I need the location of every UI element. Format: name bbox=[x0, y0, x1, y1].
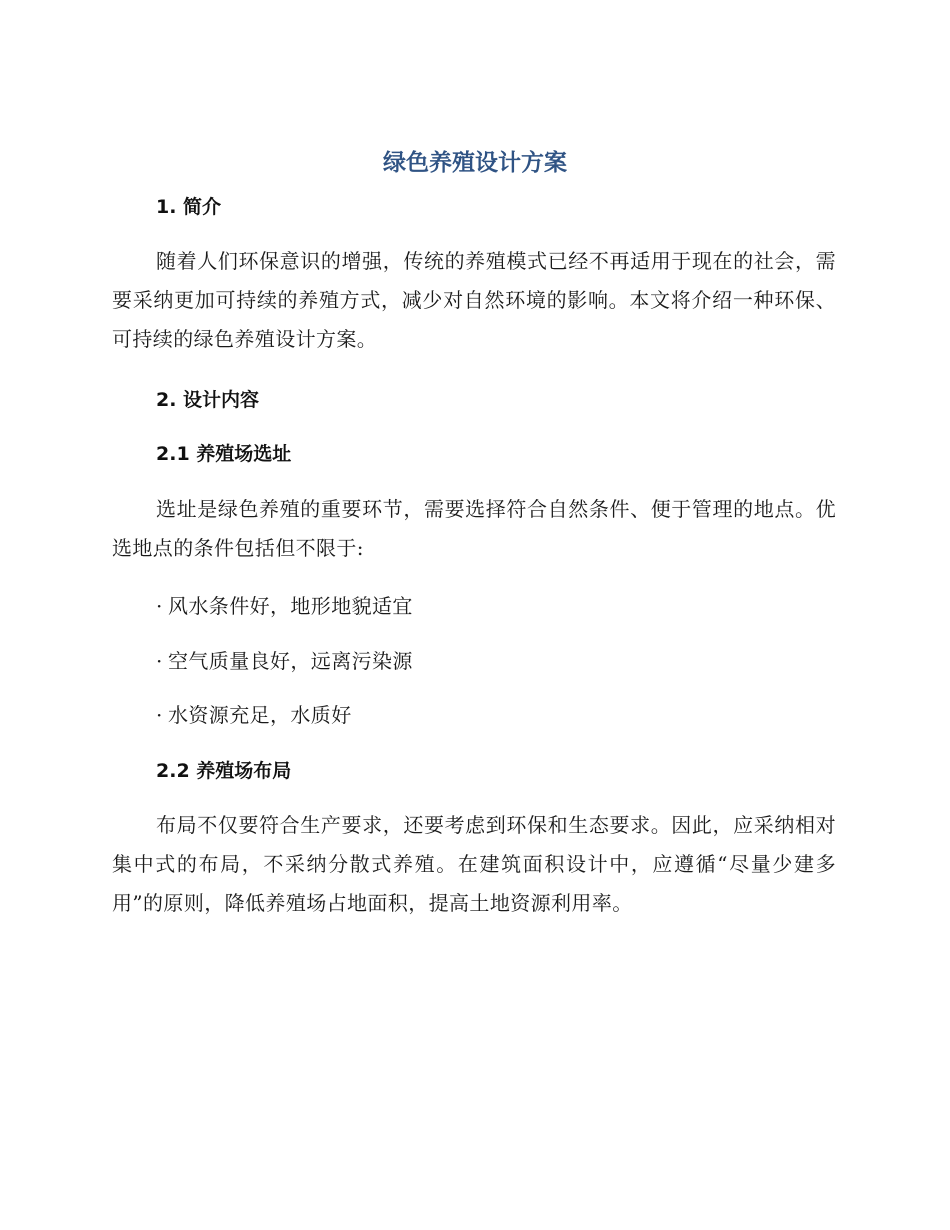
site-paragraph: 选址是绿色养殖的重要环节，需要选择符合自然条件、便于管理的地点。优选地点的条件包括但不限于: bbox=[112, 497, 836, 560]
section-heading-layout: 2.2 养殖场布局 bbox=[156, 760, 292, 782]
section-heading-intro: 1. 简介 bbox=[156, 196, 222, 218]
bullet-text: 空气质量良好，远离污染源 bbox=[168, 649, 413, 673]
bullet-symbol: · bbox=[156, 649, 163, 673]
bullet-text: 水资源充足，水质好 bbox=[168, 703, 352, 727]
section-heading-design: 2. 设计内容 bbox=[156, 389, 260, 411]
document-title: 绿色养殖设计方案 bbox=[383, 150, 567, 176]
list-item bbox=[156, 591, 413, 621]
section-heading-site: 2.1 养殖场选址 bbox=[156, 443, 292, 465]
list-item bbox=[156, 646, 413, 676]
bullet-text: 风水条件好，地形地貌适宜 bbox=[168, 594, 413, 618]
intro-paragraph: 随着人们环保意识的增强，传统的养殖模式已经不再适用于现在的社会，需要采纳更加可持续的养殖方式，减少对自然环境的影响。本文将介绍一种环保、可持续的绿色养殖设计方案。 bbox=[112, 249, 836, 351]
bullet-symbol: · bbox=[156, 594, 163, 618]
list-item bbox=[156, 700, 352, 730]
layout-paragraph: 布局不仅要符合生产要求，还要考虑到环保和生态要求。因此，应采纳相对集中式的布局，不采纳分散式养殖。在建筑面积设计中，应遵循“尽量少建多用”的原则，降低养殖场占地面积，提高土地资源利用率。 bbox=[112, 813, 836, 915]
bullet-symbol: · bbox=[156, 703, 163, 727]
